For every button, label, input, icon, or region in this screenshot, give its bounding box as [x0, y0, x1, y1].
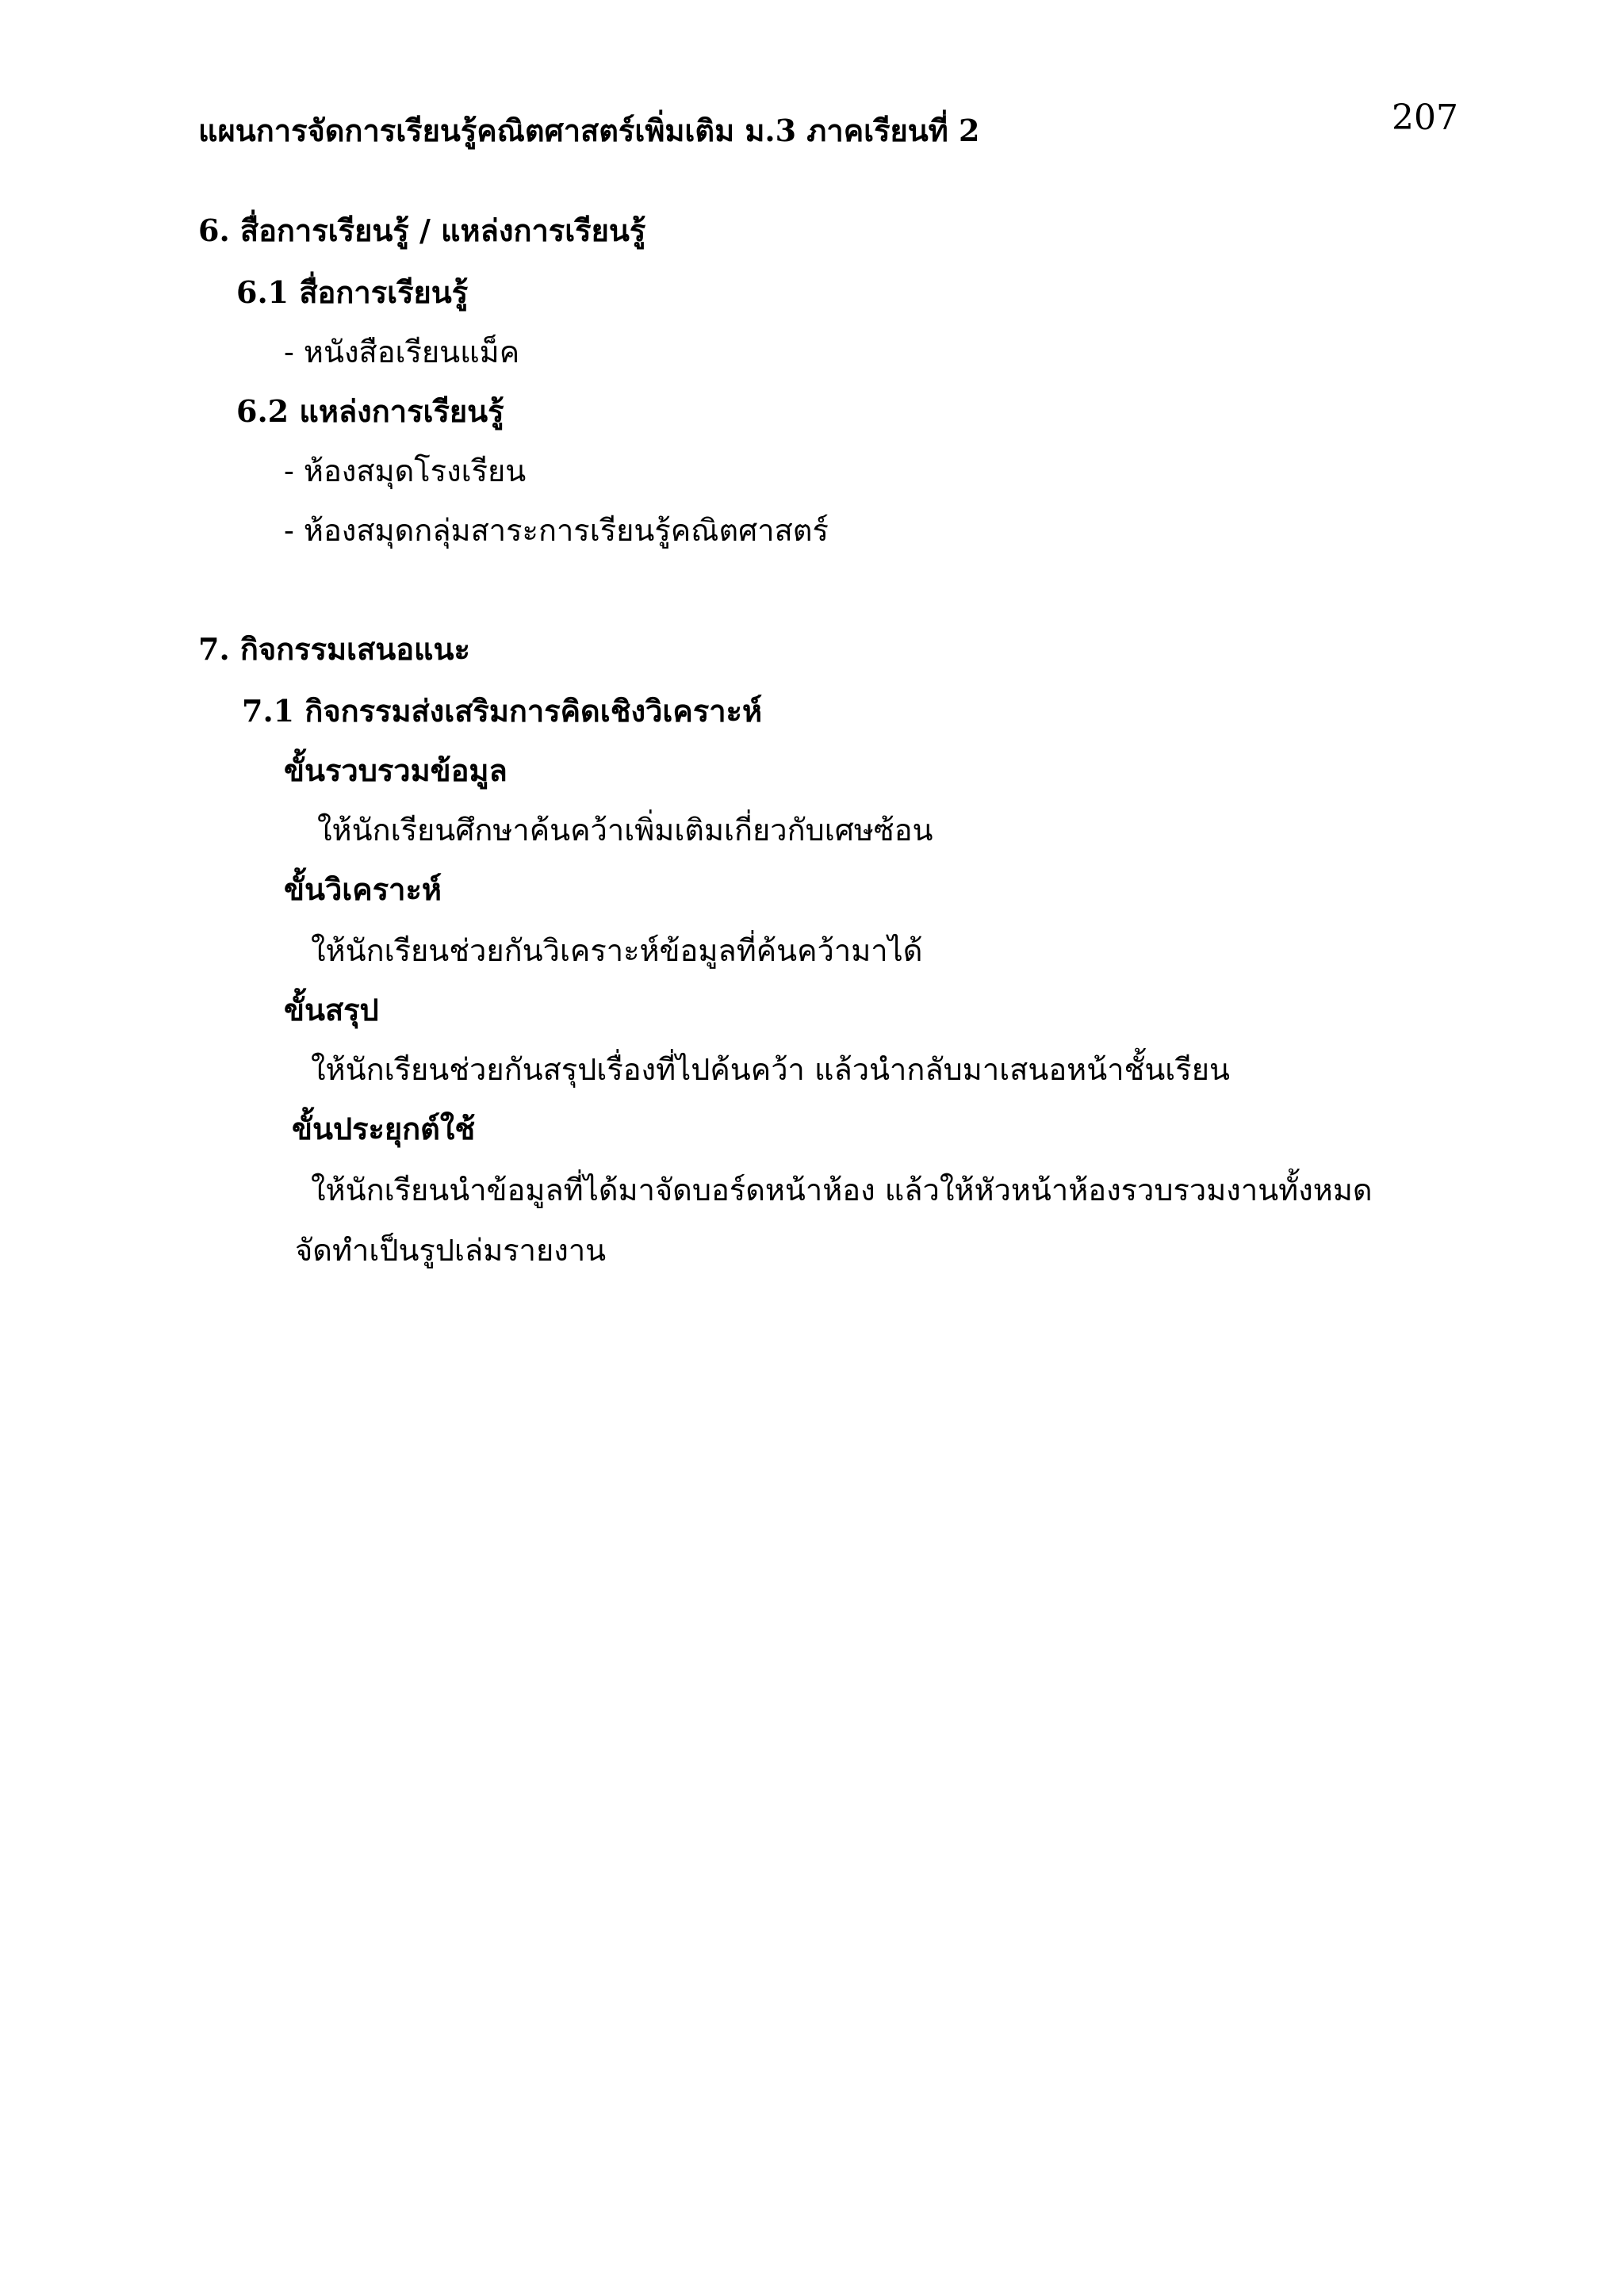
- step-text: ให้นักเรียนช่วยกันสรุปเรื่องที่ไปค้นคว้า แล้วนำกลับมาเสนอหน้าชั้นเรียน: [311, 1052, 1230, 1087]
- step-text: จัดทำเป็นรูปเล่มรายงาน: [295, 1233, 607, 1268]
- step-title: ขั้นรวบรวมข้อมูล: [284, 752, 508, 788]
- step-title: ขั้นสรุป: [284, 992, 379, 1027]
- section-6-2-heading: 6.2 แหล่งการเรียนรู้: [236, 393, 504, 429]
- section-6-2-item: - ห้องสมุดโรงเรียน: [284, 453, 527, 488]
- step-text: ให้นักเรียนช่วยกันวิเคราะห์ข้อมูลที่ค้นคว้ามาได้: [311, 933, 923, 968]
- page-number: 207: [1392, 98, 1458, 138]
- section-6-2-item: - ห้องสมุดกลุ่มสาระการเรียนรู้คณิตศาสตร์: [284, 513, 829, 548]
- step-title: ขั้นประยุกต์ใช้: [292, 1111, 476, 1146]
- step-text: ให้นักเรียนศึกษาค้นคว้าเพิ่มเติมเกี่ยวกับเศษซ้อน: [317, 813, 933, 848]
- step-title: ขั้นวิเคราะห์: [284, 871, 442, 907]
- section-7-1-heading: 7.1 กิจกรรมส่งเสริมการคิดเชิงวิเคราะห์: [242, 693, 763, 729]
- header-title: แผนการจัดการเรียนรู้คณิตศาสตร์เพิ่มเติม ม.3 ภาคเรียนที่ 2: [198, 113, 980, 148]
- section-6-1-heading: 6.1 สื่อการเรียนรู้: [236, 274, 469, 310]
- step-text: ให้นักเรียนนำข้อมูลที่ได้มาจัดบอร์ดหน้าห้อง แล้วให้หัวหน้าห้องรวบรวมงานทั้งหมด: [311, 1173, 1373, 1207]
- section-7-heading: 7. กิจกรรมเสนอแนะ: [198, 631, 470, 667]
- section-6-1-item: - หนังสือเรียนแม็ค: [284, 335, 520, 369]
- section-6-heading: 6. สื่อการเรียนรู้ / แหล่งการเรียนรู้: [198, 212, 646, 248]
